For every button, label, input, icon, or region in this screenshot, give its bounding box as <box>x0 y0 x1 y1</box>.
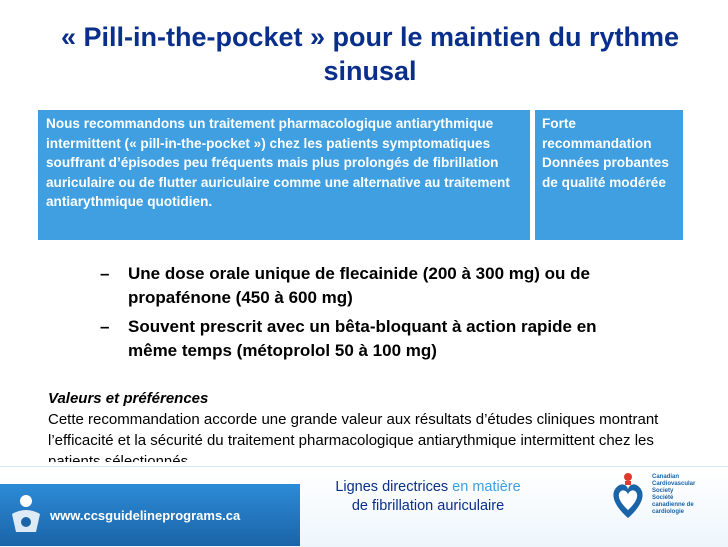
footer-line2: de fibrillation auriculaire <box>351 498 505 514</box>
footer-line1-accent: en matière <box>452 479 521 495</box>
logo-line: cardiologie <box>652 509 685 515</box>
values-section <box>48 388 698 472</box>
slide-title: « Pill-in-the-pocket » pour le maintien du rythme sinusal <box>60 22 680 86</box>
logo-line: Cardiovascular <box>652 481 696 487</box>
footer-line1-plain: Lignes directrices <box>335 479 449 495</box>
ccs-person-icon <box>8 492 44 536</box>
logo-line: Society <box>652 488 674 494</box>
bullet-text: Une dose orale unique de flecainide (200 à 300 mg) ou de propafénone (450 à 600 mg) <box>128 264 590 307</box>
bullet-dash: – <box>100 264 110 283</box>
footer <box>0 462 728 546</box>
bullet-item <box>100 315 620 363</box>
values-text: Cette recommandation accorde une grande valeur aux résultats d’études cliniques montrant l’efficacité et la sécurité du traitement pharmacologique antiarythmique intermittent chez les <box>48 411 659 449</box>
logo-line: Société <box>652 495 674 501</box>
url-link[interactable]: www.ccsguidelineprograms.ca <box>50 508 241 523</box>
values-heading: Valeurs et préférences <box>48 390 209 407</box>
logo-line: Canadian <box>652 474 680 480</box>
url-banner[interactable] <box>0 484 300 546</box>
logo-line: canadienne de <box>652 502 694 508</box>
bullet-dash: – <box>100 317 110 336</box>
recommendation-text: Nous recommandons un traitement pharmacologique antiarythmique intermittent (« pill-in-the-pocket ») chez les patients symptomatiques souffrant d’épisodes peu fréquents mais plus prolongés de fibrillation auriculaire ou de flutter auriculaire comme une alternative au traitement antiarythmique quotidien. <box>38 110 530 240</box>
recommendation-strength: Forte recommandation Données probantes de qualité modérée <box>535 110 683 240</box>
footer-caption <box>298 478 558 516</box>
bullet-text: Souvent prescrit avec un bêta-bloquant à action rapide en même temps (métoprolol 50 à 100 mg) <box>128 317 597 360</box>
bullet-item <box>100 262 620 310</box>
heart-logo-icon <box>608 470 648 522</box>
ccs-logo-text <box>652 474 724 516</box>
bullet-list <box>100 262 620 368</box>
